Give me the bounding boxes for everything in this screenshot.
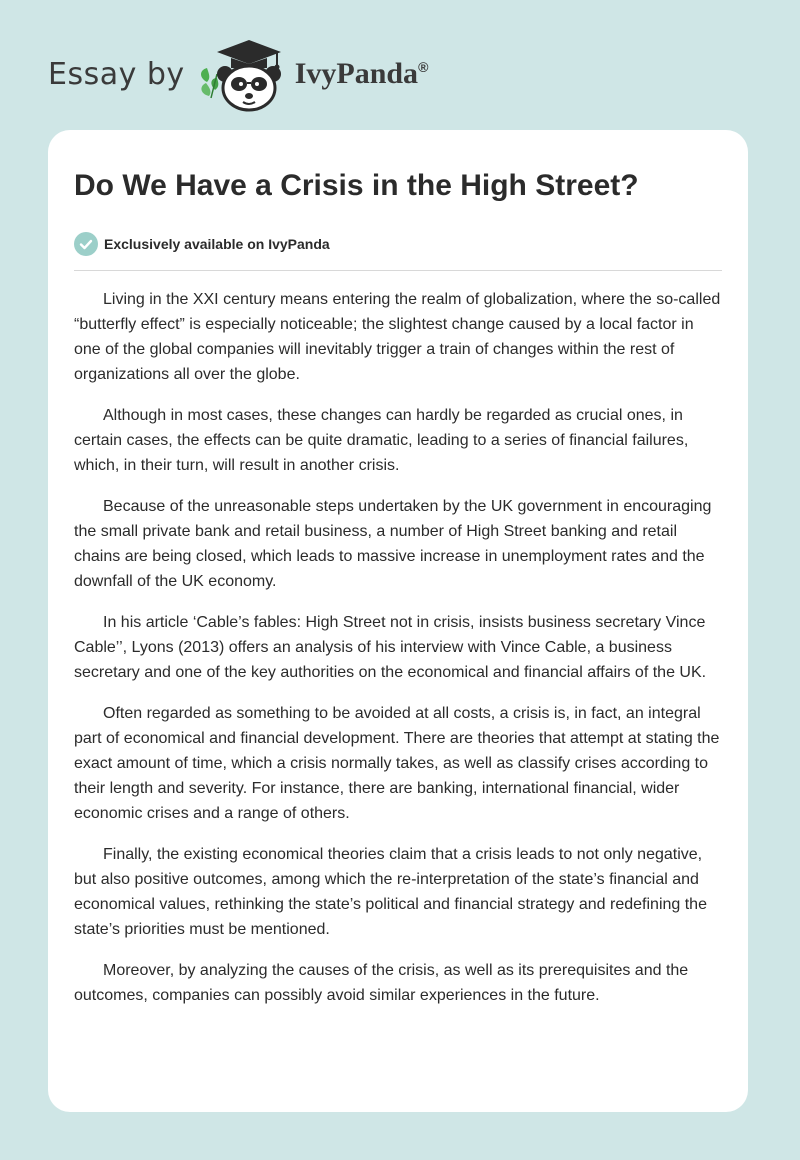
paragraph: Although in most cases, these changes can hardly be regarded as crucial ones, in certain cases, the effects can be quite dramatic, leading to a series of financial failures, which, in their turn, will result in another crisis. bbox=[74, 407, 689, 474]
exclusive-badge bbox=[74, 232, 722, 256]
brand-name: IvyPanda® bbox=[294, 57, 429, 90]
paragraph: In his article ‘Cable’s fables: High Street not in crisis, insists business secretary Vince Cable’’, Lyons (2013) offers an analysis of his interview with Vince Cable, a business secretary and one of the key authorities on the economical and financial affairs of the UK. bbox=[74, 614, 707, 681]
essay-card bbox=[48, 130, 748, 1112]
paragraph: Living in the XXI century means entering the realm of globalization, where the so-called “butterfly effect” is especially noticeable; the slightest change caused by a local factor in one of the global companies will inevitably trigger a train of changes within the rest of organizations all over the globe. bbox=[74, 291, 721, 383]
exclusive-badge-label: Exclusively available on IvyPanda bbox=[104, 236, 330, 252]
paragraph: Moreover, by analyzing the causes of the crisis, as well as its prerequisites and the outcomes, companies can possibly avoid similar experiences in the future. bbox=[74, 962, 689, 1004]
site-header-brand[interactable] bbox=[48, 34, 428, 114]
divider bbox=[74, 270, 722, 271]
panda-logo-icon bbox=[197, 34, 289, 114]
essay-by-label: Essay by bbox=[48, 56, 185, 92]
page-title: Do We Have a Crisis in the High Street? bbox=[74, 169, 639, 202]
check-circle-icon bbox=[74, 232, 98, 256]
ivy-leaf-icon bbox=[201, 68, 218, 98]
paragraph: Often regarded as something to be avoided at all costs, a crisis is, in fact, an integral part of economical and financial development. There are theories that attempt at stating the exact amount of time, which a crisis normally takes, as well as classify crises according to their length and severity. For instance, there are banking, international financial, wider economic crises and a range of others. bbox=[74, 705, 720, 822]
paragraph: Because of the unreasonable steps undertaken by the UK government in encouraging the small private bank and retail business, a number of High Street banking and retail chains are being closed, which leads to massive increase in unemployment rates and the downfall of the UK economy. bbox=[74, 498, 712, 590]
paragraph: Finally, the existing economical theories claim that a crisis leads to not only negative, but also positive outcomes, among which the re-interpretation of the state’s financial and economical values, rethinking the state’s political and financial strategy and redefining the state’s priorities must be mentioned. bbox=[74, 846, 707, 938]
registered-mark: ® bbox=[418, 59, 429, 75]
article-body bbox=[74, 287, 722, 1008]
